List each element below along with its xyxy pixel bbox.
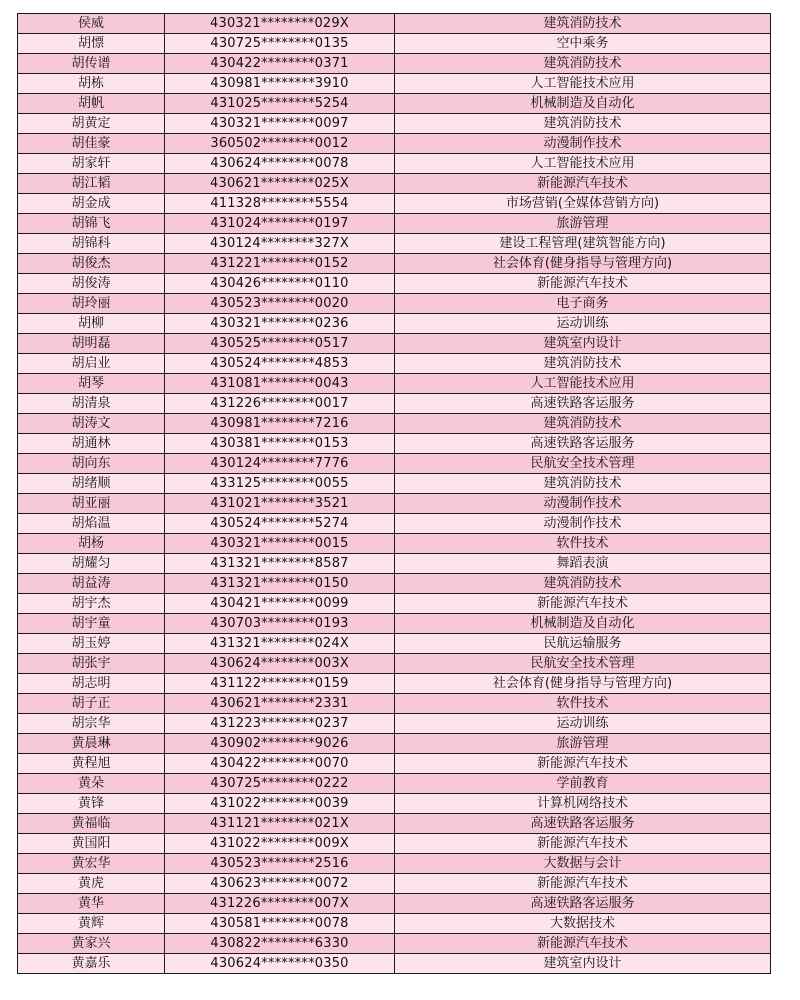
student-name-cell: 胡明磊 [18, 334, 165, 354]
student-id-cell: 430524********4853 [165, 354, 395, 374]
major-cell: 建筑消防技术 [395, 54, 771, 74]
table-row [18, 734, 771, 754]
student-id-cell: 430426********0110 [165, 274, 395, 294]
student-id-cell: 430623********0072 [165, 874, 395, 894]
major-cell: 动漫制作技术 [395, 494, 771, 514]
major-cell: 人工智能技术应用 [395, 74, 771, 94]
student-id-cell: 430621********2331 [165, 694, 395, 714]
student-id-cell: 431025********5254 [165, 94, 395, 114]
major-cell: 动漫制作技术 [395, 514, 771, 534]
table-row [18, 954, 771, 974]
student-name-cell: 胡绪顺 [18, 474, 165, 494]
student-name-cell: 胡焰温 [18, 514, 165, 534]
table-row [18, 654, 771, 674]
student-id-cell: 431081********0043 [165, 374, 395, 394]
student-id-cell: 430124********7776 [165, 454, 395, 474]
student-name-cell: 胡锦科 [18, 234, 165, 254]
table-row [18, 394, 771, 414]
student-id-cell: 431121********021X [165, 814, 395, 834]
student-id-cell: 430523********0020 [165, 294, 395, 314]
table-row [18, 534, 771, 554]
student-id-cell: 430981********7216 [165, 414, 395, 434]
student-name-cell: 胡亚丽 [18, 494, 165, 514]
major-cell: 建筑消防技术 [395, 414, 771, 434]
table-row [18, 294, 771, 314]
table-row [18, 514, 771, 534]
student-id-cell: 430624********0350 [165, 954, 395, 974]
student-name-cell: 胡栋 [18, 74, 165, 94]
major-cell: 建筑消防技术 [395, 354, 771, 374]
student-id-cell: 430525********0517 [165, 334, 395, 354]
major-cell: 建筑室内设计 [395, 334, 771, 354]
student-id-cell: 431226********007X [165, 894, 395, 914]
student-name-cell: 胡启业 [18, 354, 165, 374]
student-name-cell: 胡锦飞 [18, 214, 165, 234]
student-name-cell: 胡通林 [18, 434, 165, 454]
major-cell: 民航运输服务 [395, 634, 771, 654]
student-id-cell: 430422********0070 [165, 754, 395, 774]
student-id-cell: 433125********0055 [165, 474, 395, 494]
student-id-cell: 430725********0222 [165, 774, 395, 794]
major-cell: 高速铁路客运服务 [395, 894, 771, 914]
student-name-cell: 胡传谱 [18, 54, 165, 74]
student-id-cell: 360502********0012 [165, 134, 395, 154]
table-row [18, 214, 771, 234]
table-row [18, 854, 771, 874]
student-name-cell: 黄晨琳 [18, 734, 165, 754]
student-id-cell: 431122********0159 [165, 674, 395, 694]
student-id-cell: 430321********0015 [165, 534, 395, 554]
student-id-cell: 430524********5274 [165, 514, 395, 534]
table-row [18, 814, 771, 834]
table-row [18, 34, 771, 54]
table-row [18, 134, 771, 154]
table-row [18, 454, 771, 474]
student-id-cell: 431022********0039 [165, 794, 395, 814]
student-id-cell: 431223********0237 [165, 714, 395, 734]
major-cell: 运动训练 [395, 314, 771, 334]
major-cell: 新能源汽车技术 [395, 934, 771, 954]
student-name-cell: 胡帆 [18, 94, 165, 114]
student-name-cell: 胡佳豪 [18, 134, 165, 154]
student-name-cell: 黄辉 [18, 914, 165, 934]
table-row [18, 694, 771, 714]
student-name-cell: 胡柳 [18, 314, 165, 334]
table-row [18, 334, 771, 354]
major-cell: 社会体育(健身指导与管理方向) [395, 674, 771, 694]
table-row [18, 774, 771, 794]
student-id-cell: 430822********6330 [165, 934, 395, 954]
table-row [18, 374, 771, 394]
major-cell: 运动训练 [395, 714, 771, 734]
major-cell: 高速铁路客运服务 [395, 394, 771, 414]
student-id-cell: 430421********0099 [165, 594, 395, 614]
table-row [18, 194, 771, 214]
major-cell: 空中乘务 [395, 34, 771, 54]
table-row [18, 794, 771, 814]
major-cell: 市场营销(全媒体营销方向) [395, 194, 771, 214]
student-name-cell: 胡子正 [18, 694, 165, 714]
student-id-cell: 430624********0078 [165, 154, 395, 174]
student-id-cell: 430902********9026 [165, 734, 395, 754]
major-cell: 高速铁路客运服务 [395, 434, 771, 454]
student-name-cell: 胡慓 [18, 34, 165, 54]
student-id-cell: 430124********327X [165, 234, 395, 254]
major-cell: 新能源汽车技术 [395, 594, 771, 614]
major-cell: 人工智能技术应用 [395, 374, 771, 394]
major-cell: 学前教育 [395, 774, 771, 794]
student-roster-table [17, 13, 771, 974]
major-cell: 社会体育(健身指导与管理方向) [395, 254, 771, 274]
major-cell: 民航安全技术管理 [395, 454, 771, 474]
student-id-cell: 431024********0197 [165, 214, 395, 234]
major-cell: 动漫制作技术 [395, 134, 771, 154]
major-cell: 建设工程管理(建筑智能方向) [395, 234, 771, 254]
major-cell: 机械制造及自动化 [395, 94, 771, 114]
table-row [18, 94, 771, 114]
student-id-cell: 430581********0078 [165, 914, 395, 934]
table-row [18, 754, 771, 774]
student-id-cell: 431226********0017 [165, 394, 395, 414]
major-cell: 新能源汽车技术 [395, 274, 771, 294]
student-name-cell: 黄程旭 [18, 754, 165, 774]
major-cell: 舞蹈表演 [395, 554, 771, 574]
student-name-cell: 黄朵 [18, 774, 165, 794]
student-id-cell: 430321********0236 [165, 314, 395, 334]
table-row [18, 174, 771, 194]
major-cell: 大数据技术 [395, 914, 771, 934]
student-name-cell: 胡杨 [18, 534, 165, 554]
major-cell: 建筑消防技术 [395, 114, 771, 134]
major-cell: 建筑消防技术 [395, 574, 771, 594]
table-row [18, 274, 771, 294]
major-cell: 电子商务 [395, 294, 771, 314]
table-row [18, 614, 771, 634]
student-id-cell: 431022********009X [165, 834, 395, 854]
student-id-cell: 431221********0152 [165, 254, 395, 274]
student-name-cell: 胡志明 [18, 674, 165, 694]
student-name-cell: 侯威 [18, 14, 165, 34]
student-id-cell: 430621********025X [165, 174, 395, 194]
student-id-cell: 430703********0193 [165, 614, 395, 634]
table-row [18, 494, 771, 514]
student-id-cell: 430422********0371 [165, 54, 395, 74]
student-name-cell: 胡涛文 [18, 414, 165, 434]
table-row [18, 74, 771, 94]
major-cell: 民航安全技术管理 [395, 654, 771, 674]
student-name-cell: 胡黄定 [18, 114, 165, 134]
student-name-cell: 胡琴 [18, 374, 165, 394]
table-row [18, 434, 771, 454]
student-name-cell: 胡宇童 [18, 614, 165, 634]
student-id-cell: 430321********029X [165, 14, 395, 34]
major-cell: 建筑消防技术 [395, 474, 771, 494]
table-row [18, 474, 771, 494]
student-name-cell: 黄虎 [18, 874, 165, 894]
table-row [18, 314, 771, 334]
student-name-cell: 胡向东 [18, 454, 165, 474]
student-name-cell: 胡宗华 [18, 714, 165, 734]
student-id-cell: 431021********3521 [165, 494, 395, 514]
student-name-cell: 黄福临 [18, 814, 165, 834]
student-name-cell: 胡江韬 [18, 174, 165, 194]
table-row [18, 634, 771, 654]
table-row [18, 874, 771, 894]
table-row [18, 414, 771, 434]
major-cell: 旅游管理 [395, 734, 771, 754]
student-name-cell: 胡张宇 [18, 654, 165, 674]
student-name-cell: 胡俊杰 [18, 254, 165, 274]
major-cell: 新能源汽车技术 [395, 834, 771, 854]
major-cell: 机械制造及自动化 [395, 614, 771, 634]
major-cell: 高速铁路客运服务 [395, 814, 771, 834]
student-name-cell: 黄国阳 [18, 834, 165, 854]
table-row [18, 674, 771, 694]
student-name-cell: 胡玉婷 [18, 634, 165, 654]
table-row [18, 234, 771, 254]
student-name-cell: 黄宏华 [18, 854, 165, 874]
student-name-cell: 黄锋 [18, 794, 165, 814]
major-cell: 建筑消防技术 [395, 14, 771, 34]
table-row [18, 114, 771, 134]
major-cell: 新能源汽车技术 [395, 754, 771, 774]
student-id-cell: 430321********0097 [165, 114, 395, 134]
student-id-cell: 430523********2516 [165, 854, 395, 874]
table-row [18, 934, 771, 954]
roster-body [18, 14, 771, 974]
table-row [18, 554, 771, 574]
student-name-cell: 胡耀匀 [18, 554, 165, 574]
table-row [18, 894, 771, 914]
student-name-cell: 胡宇杰 [18, 594, 165, 614]
student-name-cell: 胡玲丽 [18, 294, 165, 314]
student-id-cell: 430624********003X [165, 654, 395, 674]
student-name-cell: 黄嘉乐 [18, 954, 165, 974]
student-name-cell: 胡益涛 [18, 574, 165, 594]
major-cell: 建筑室内设计 [395, 954, 771, 974]
table-row [18, 594, 771, 614]
table-row [18, 254, 771, 274]
major-cell: 新能源汽车技术 [395, 174, 771, 194]
student-id-cell: 431321********024X [165, 634, 395, 654]
major-cell: 大数据与会计 [395, 854, 771, 874]
student-name-cell: 胡金成 [18, 194, 165, 214]
table-row [18, 574, 771, 594]
table-row [18, 54, 771, 74]
table-row [18, 834, 771, 854]
student-name-cell: 黄家兴 [18, 934, 165, 954]
table-row [18, 714, 771, 734]
student-name-cell: 胡家轩 [18, 154, 165, 174]
table-row [18, 154, 771, 174]
student-name-cell: 黄华 [18, 894, 165, 914]
table-row [18, 914, 771, 934]
student-id-cell: 411328********5554 [165, 194, 395, 214]
student-id-cell: 431321********0150 [165, 574, 395, 594]
major-cell: 软件技术 [395, 534, 771, 554]
student-id-cell: 430981********3910 [165, 74, 395, 94]
table-row [18, 354, 771, 374]
major-cell: 软件技术 [395, 694, 771, 714]
student-id-cell: 430725********0135 [165, 34, 395, 54]
student-name-cell: 胡俊涛 [18, 274, 165, 294]
major-cell: 旅游管理 [395, 214, 771, 234]
student-id-cell: 430381********0153 [165, 434, 395, 454]
major-cell: 计算机网络技术 [395, 794, 771, 814]
table-row [18, 14, 771, 34]
major-cell: 新能源汽车技术 [395, 874, 771, 894]
student-id-cell: 431321********8587 [165, 554, 395, 574]
major-cell: 人工智能技术应用 [395, 154, 771, 174]
student-name-cell: 胡清泉 [18, 394, 165, 414]
